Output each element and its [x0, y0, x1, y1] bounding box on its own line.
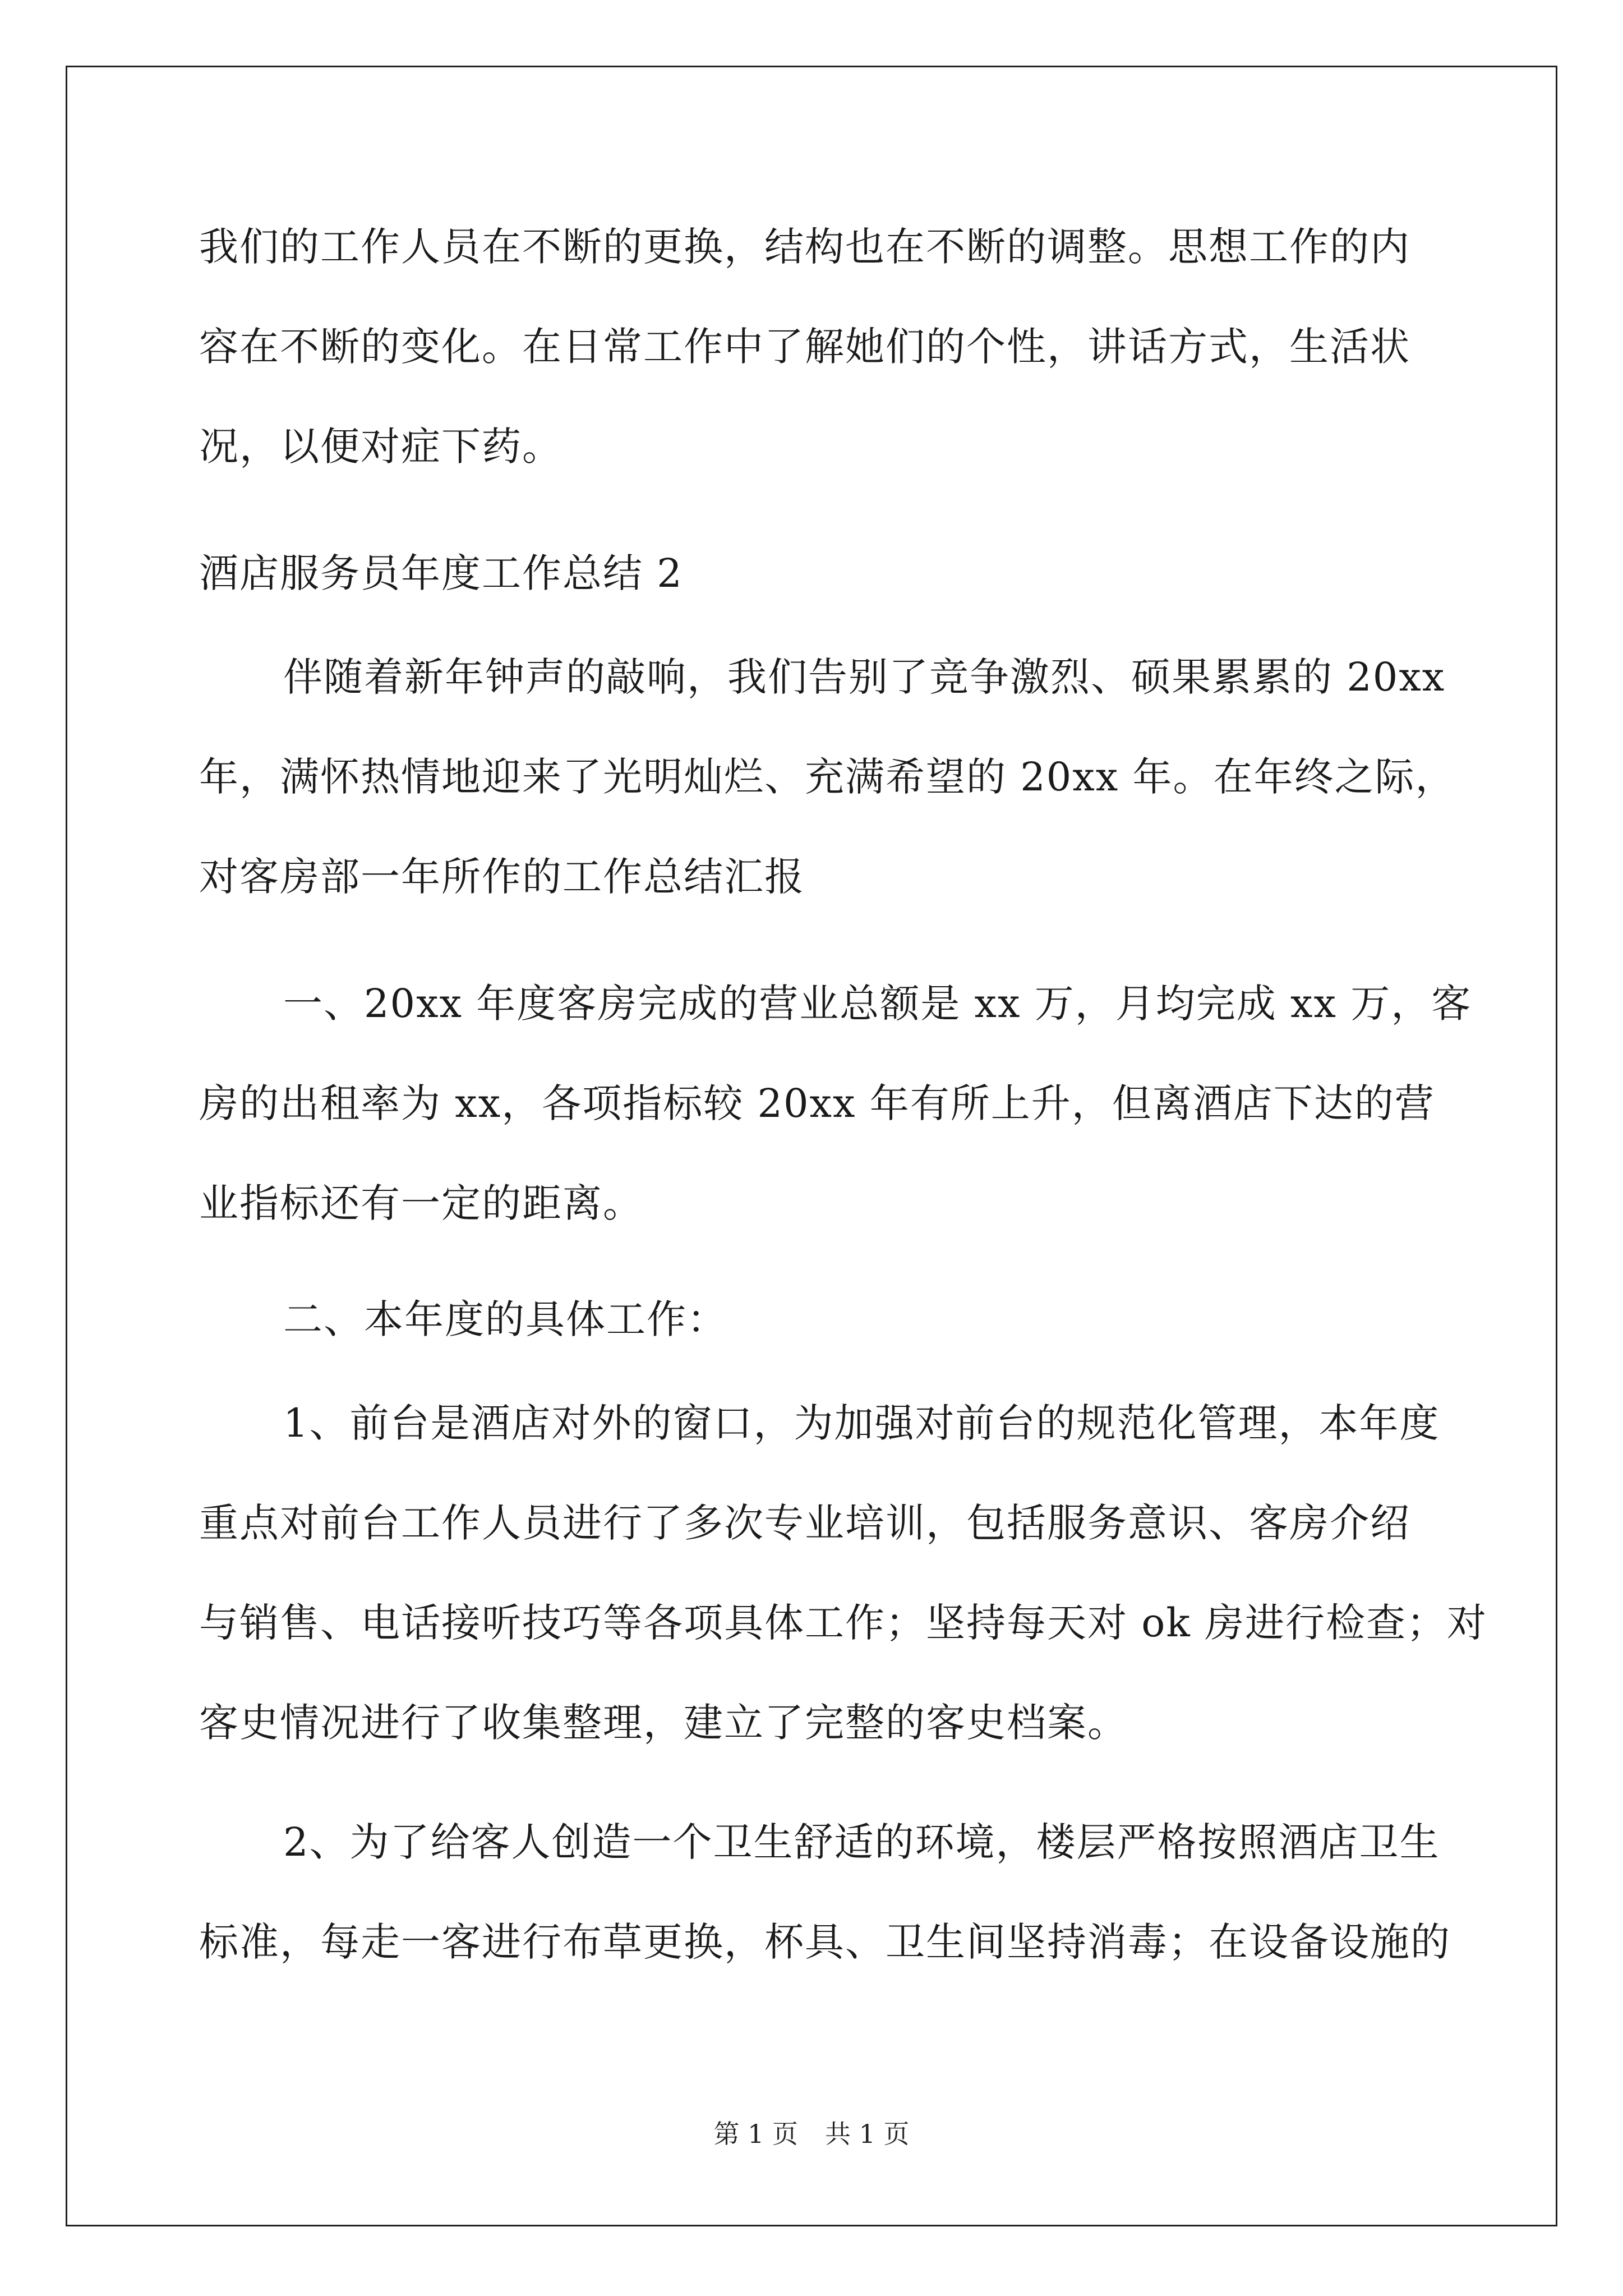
page-total: 共 1 页 — [825, 2119, 910, 2149]
page-footer — [0, 2117, 1623, 2151]
text-line: 伴随着新年钟声的敲响，我们告别了竞争激烈、硕果累累的 20xx — [283, 654, 1446, 700]
page-number: 第 1 页 — [713, 2119, 798, 2149]
text-line: 容在不断的变化。在日常工作中了解她们的个性，讲话方式，生活状 — [199, 324, 1410, 370]
text-line: 1、前台是酒店对外的窗口，为加强对前台的规范化管理，本年度 — [283, 1400, 1440, 1446]
text-line: 与销售、电话接听技巧等各项具体工作；坚持每天对 ok 房进行检查；对 — [199, 1600, 1488, 1646]
section-heading: 酒店服务员年度工作总结 2 — [199, 550, 683, 596]
page-border — [66, 66, 1557, 2226]
text-line: 况，以便对症下药。 — [199, 424, 562, 470]
text-line: 2、为了给客人创造一个卫生舒适的环境，楼层严格按照酒店卫生 — [283, 1819, 1440, 1865]
text-line: 二、本年度的具体工作： — [283, 1296, 727, 1342]
text-line: 重点对前台工作人员进行了多次专业培训，包括服务意识、客房介绍 — [199, 1500, 1410, 1546]
text-line: 房的出租率为 xx，各项指标较 20xx 年有所上升，但离酒店下达的营 — [199, 1080, 1435, 1126]
text-line: 标准，每走一客进行布草更换，杯具、卫生间坚持消毒；在设备设施的 — [199, 1919, 1451, 1965]
text-line: 我们的工作人员在不断的更换，结构也在不断的调整。思想工作的内 — [199, 224, 1410, 270]
text-line: 客史情况进行了收集整理，建立了完整的客史档案。 — [199, 1700, 1128, 1746]
text-line: 对客房部一年所作的工作总结汇报 — [199, 854, 805, 900]
text-line: 年，满怀热情地迎来了光明灿烂、充满希望的 20xx 年。在年终之际， — [199, 754, 1456, 800]
text-line: 业指标还有一定的距离。 — [199, 1180, 643, 1226]
text-line: 一、20xx 年度客房完成的营业总额是 xx 万，月均完成 xx 万，客 — [283, 981, 1472, 1027]
